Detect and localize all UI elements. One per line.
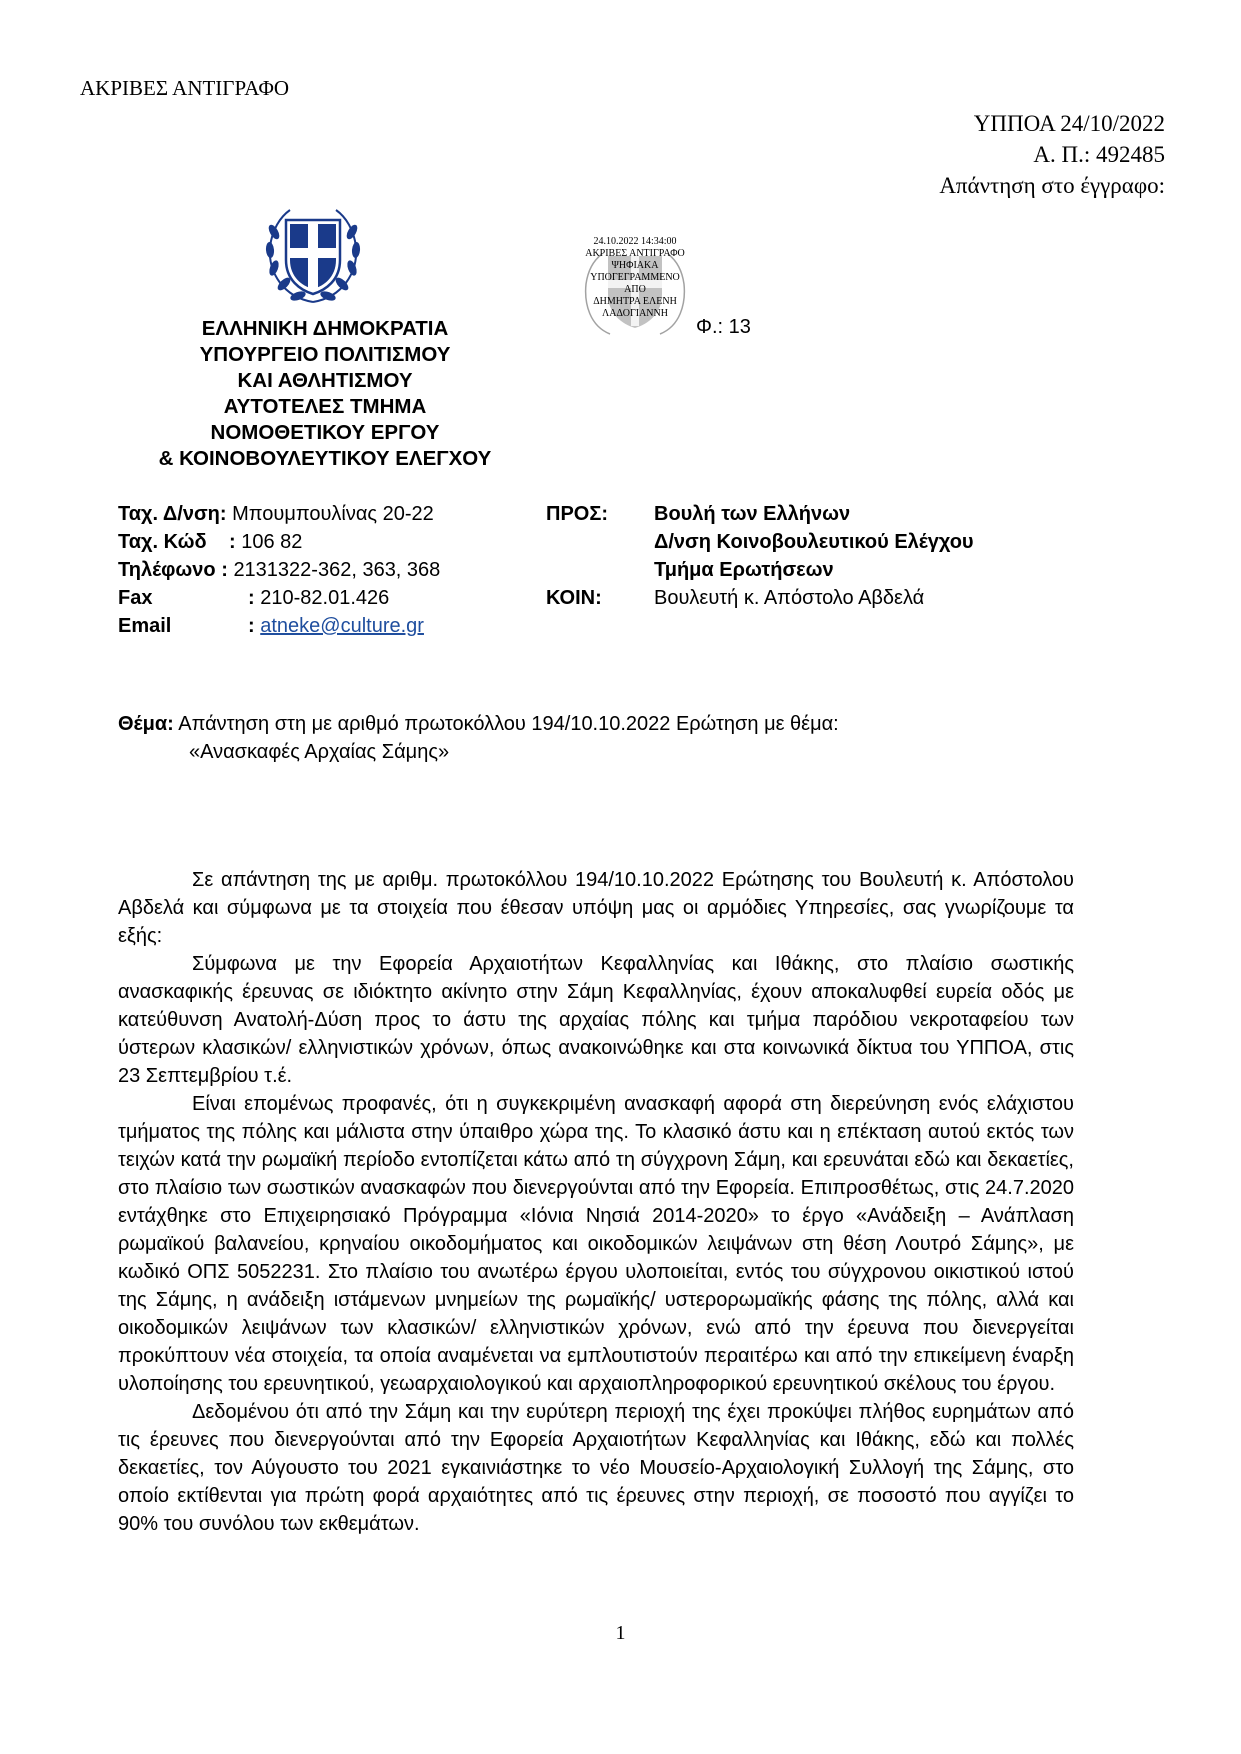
phone-label: Τηλέφωνο: [118, 559, 216, 581]
cc-value: Βουλευτή κ. Απόστολο Αβδελά: [654, 587, 925, 609]
protocol-date: ΥΠΠΟΑ 24/10/2022: [973, 111, 1165, 136]
stamp-line: ΑΠΟ: [624, 284, 646, 295]
file-number: Φ.: 13: [696, 316, 751, 338]
to-line: Τμήμα Ερωτήσεων: [654, 559, 834, 581]
organization-heading: [110, 316, 540, 472]
org-line: ΥΠΟΥΡΓΕΙΟ ΠΟΛΙΤΙΣΜΟΥ: [199, 343, 451, 366]
stamp-line: ΥΠΟΓΕΓΡΑΜΜΕΝΟ: [590, 272, 680, 283]
reply-reference: Απάντηση στο έγγραφο:: [939, 173, 1165, 198]
org-line: ΚΑΙ ΑΘΛΗΤΙΣΜΟΥ: [237, 369, 413, 392]
contact-address: [118, 500, 440, 528]
body-paragraph: Είναι επομένως προφανές, ότι η συγκεκριμένη ανασκαφή αφορά στη διερεύνηση ενός ελάχιστου τμήματος της πόλης και μάλιστα στην ύπαιθρο χώρα της. Το κλασικό άστυ και η επέκταση αυτού εκτός των τειχών κατά την ρωμαϊκή περίοδο εντοπίζεται κάτω από τη σύγχρονη Σάμη, και ερευνάται εδώ και δεκαετίες, στο πλαίσιο των σωστικών ανασκαφών που διενεργούνται από την Εφορεία. Επιπροσθέτως, στις 24.7.2020 εντάχθηκε στο Επιχειρησιακό Πρόγραμμα «Ιόνια Νησιά 2014-2020» το έργο «Ανάδειξη – Ανάπλαση ρωμαϊκού βαλανείου, κρηναίου οικοδομήματος και οικοδομικών λειψάνων στη θέση Λουτρό Σάμης», με κωδικό ΟΠΣ 5052231. Στο πλαίσιο του ανωτέρω έργου υλοποιείται, εντός του σύγχρονου οικιστικού ιστού της Σάμης, η ανάδειξη ιστάμενων μνημείων της ρωμαϊκής/ υστερορωμαϊκής φάσης της πόλης, αλλά και οικοδομικών λειψάνων των κλασικών/ ελληνιστικών χρόνων, ενώ από την έρευνα που διενεργείται προκύπτουν νέα στοιχεία, τα οποία αναμένεται να εμπλουτιστούν περαιτέρω και από την επικείμενη έναρξη υλοποίησης του ερευνητικού, γεωαρχαιολογικού και αρχαιοπληροφορικού ερευνητικού σκέλους του έργου.: [118, 1093, 1074, 1395]
contact-postal: [118, 528, 440, 556]
org-line: & ΚΟΙΝΟΒΟΥΛΕΥΤΙΚΟΥ ΕΛΕΓΧΟΥ: [158, 447, 492, 470]
address-value: Μπουμπουλίνας 20-22: [232, 503, 434, 525]
protocol-block: [939, 108, 1165, 201]
protocol-number: Α. Π.: 492485: [1033, 142, 1165, 167]
fax-separator: :: [248, 587, 255, 609]
stamp-line: ΛΑΔΟΓΙΑΝΝΗ: [602, 308, 668, 319]
letter-body: [118, 866, 1074, 1538]
to-line: Δ/νση Κοινοβουλευτικού Ελέγχου: [654, 531, 974, 553]
org-line: ΑΥΤΟΤΕΛΕΣ ΤΜΗΜΑ: [223, 395, 427, 418]
postal-label: Ταχ. Κώδ: [118, 531, 207, 553]
postal-value: 106 82: [241, 531, 303, 553]
email-separator: :: [248, 615, 255, 637]
body-paragraph: Σύμφωνα με την Εφορεία Αρχαιοτήτων Κεφαλληνίας και Ιθάκης, στο πλαίσιο σωστικής ανασκαφικής έρευνας σε ιδιόκτητο ακίνητο στην Σάμη Κεφαλληνίας, έχουν αποκαλυφθεί ευρεία οδός με κατεύθυνση Ανατολή-Δύση προς το άστυ της αρχαίας πόλης και τμήμα παρόδιου νεκροταφείου των ύστερων κλασικών/ ελληνιστικών χρόνων, όπως ανακοινώθηκε και στα κοινωνικά δίκτυα του ΥΠΠΟΑ, στις 23 Σεπτεμβρίου τ.έ.: [118, 953, 1074, 1087]
to-row: [546, 528, 974, 556]
to-line: Βουλή των Ελλήνων: [654, 503, 851, 525]
stamp-line: ΑΚΡΙΒΕΣ ΑΝΤΙΓΡΑΦΟ: [585, 248, 685, 259]
address-label: Ταχ. Δ/νση:: [118, 503, 227, 525]
cc-label: ΚΟΙΝ:: [546, 587, 602, 609]
stamp-line: 24.10.2022 14:34:00: [593, 236, 677, 247]
contact-block: [118, 500, 440, 640]
cc-row: [546, 584, 974, 612]
org-line: ΝΟΜΟΘΕΤΙΚΟΥ ΕΡΓΟΥ: [210, 421, 440, 444]
subject-title: «Ανασκαφές Αρχαίας Σάμης»: [189, 741, 450, 763]
body-paragraph: Δεδομένου ότι από την Σάμη και την ευρύτερη περιοχή της έχει προκύψει πλήθος ευρημάτων από τις έρευνες που διενεργούνται από την Εφορεία Αρχαιοτήτων Κεφαλληνίας και Ιθάκης, εδώ και πολλές δεκαετίες, τον Αύγουστο του 2021 εγκαινιάστηκε το νέο Μουσείο-Αρχαιολογική Συλλογή της Σάμης, στο οποίο εκτίθενται για πρώτη φορά αρχαιότητες από τις έρευνες στην περιοχή, σε ποσοστό που αγγίζει το 90% του συνόλου των εκθεμάτων.: [118, 1401, 1074, 1535]
phone-value: 2131322-362, 363, 368: [233, 559, 441, 581]
fax-value: 210-82.01.426: [260, 587, 390, 609]
to-label: ΠΡΟΣ:: [546, 503, 609, 525]
postal-separator: :: [229, 531, 236, 553]
subject-line: [118, 710, 839, 738]
subject-text: Απάντηση στη με αριθμό πρωτοκόλλου 194/10.10.2022 Ερώτηση με θέμα:: [178, 713, 839, 735]
to-row: [546, 556, 974, 584]
email-label: Email: [118, 615, 172, 637]
contact-phone: [118, 556, 440, 584]
digital-signature-stamp: [560, 236, 710, 320]
to-row: [546, 500, 974, 528]
body-paragraph: Σε απάντηση της με αριθμ. πρωτοκόλλου 194/10.10.2022 Ερώτησης του Βουλευτή κ. Απόστολου Αβδελά και σύμφωνα με τα στοιχεία που έθεσαν υπόψη μας οι αρμόδιες Υπηρεσίες, σας γνωρίζουμε τα εξής:: [118, 869, 1074, 947]
recipients-block: [546, 500, 974, 612]
email-link[interactable]: atneke@culture.gr: [260, 615, 424, 637]
phone-separator: :: [221, 559, 228, 581]
copy-label: ΑΚΡΙΒΕΣ ΑΝΤΙΓΡΑΦΟ: [80, 76, 290, 100]
greek-coat-of-arms-icon: [258, 202, 368, 312]
org-line: ΕΛΛΗΝΙΚΗ ΔΗΜΟΚΡΑΤΙΑ: [201, 317, 449, 340]
fax-label: Fax: [118, 587, 153, 609]
stamp-line: ΔΗΜΗΤΡΑ ΕΛΕΝΗ: [593, 296, 677, 307]
stamp-line: ΨΗΦΙΑΚΑ: [611, 260, 659, 271]
page-number: 1: [615, 1622, 626, 1644]
contact-fax: [118, 584, 440, 612]
subject-label: Θέμα:: [118, 713, 174, 735]
contact-email: [118, 612, 440, 640]
